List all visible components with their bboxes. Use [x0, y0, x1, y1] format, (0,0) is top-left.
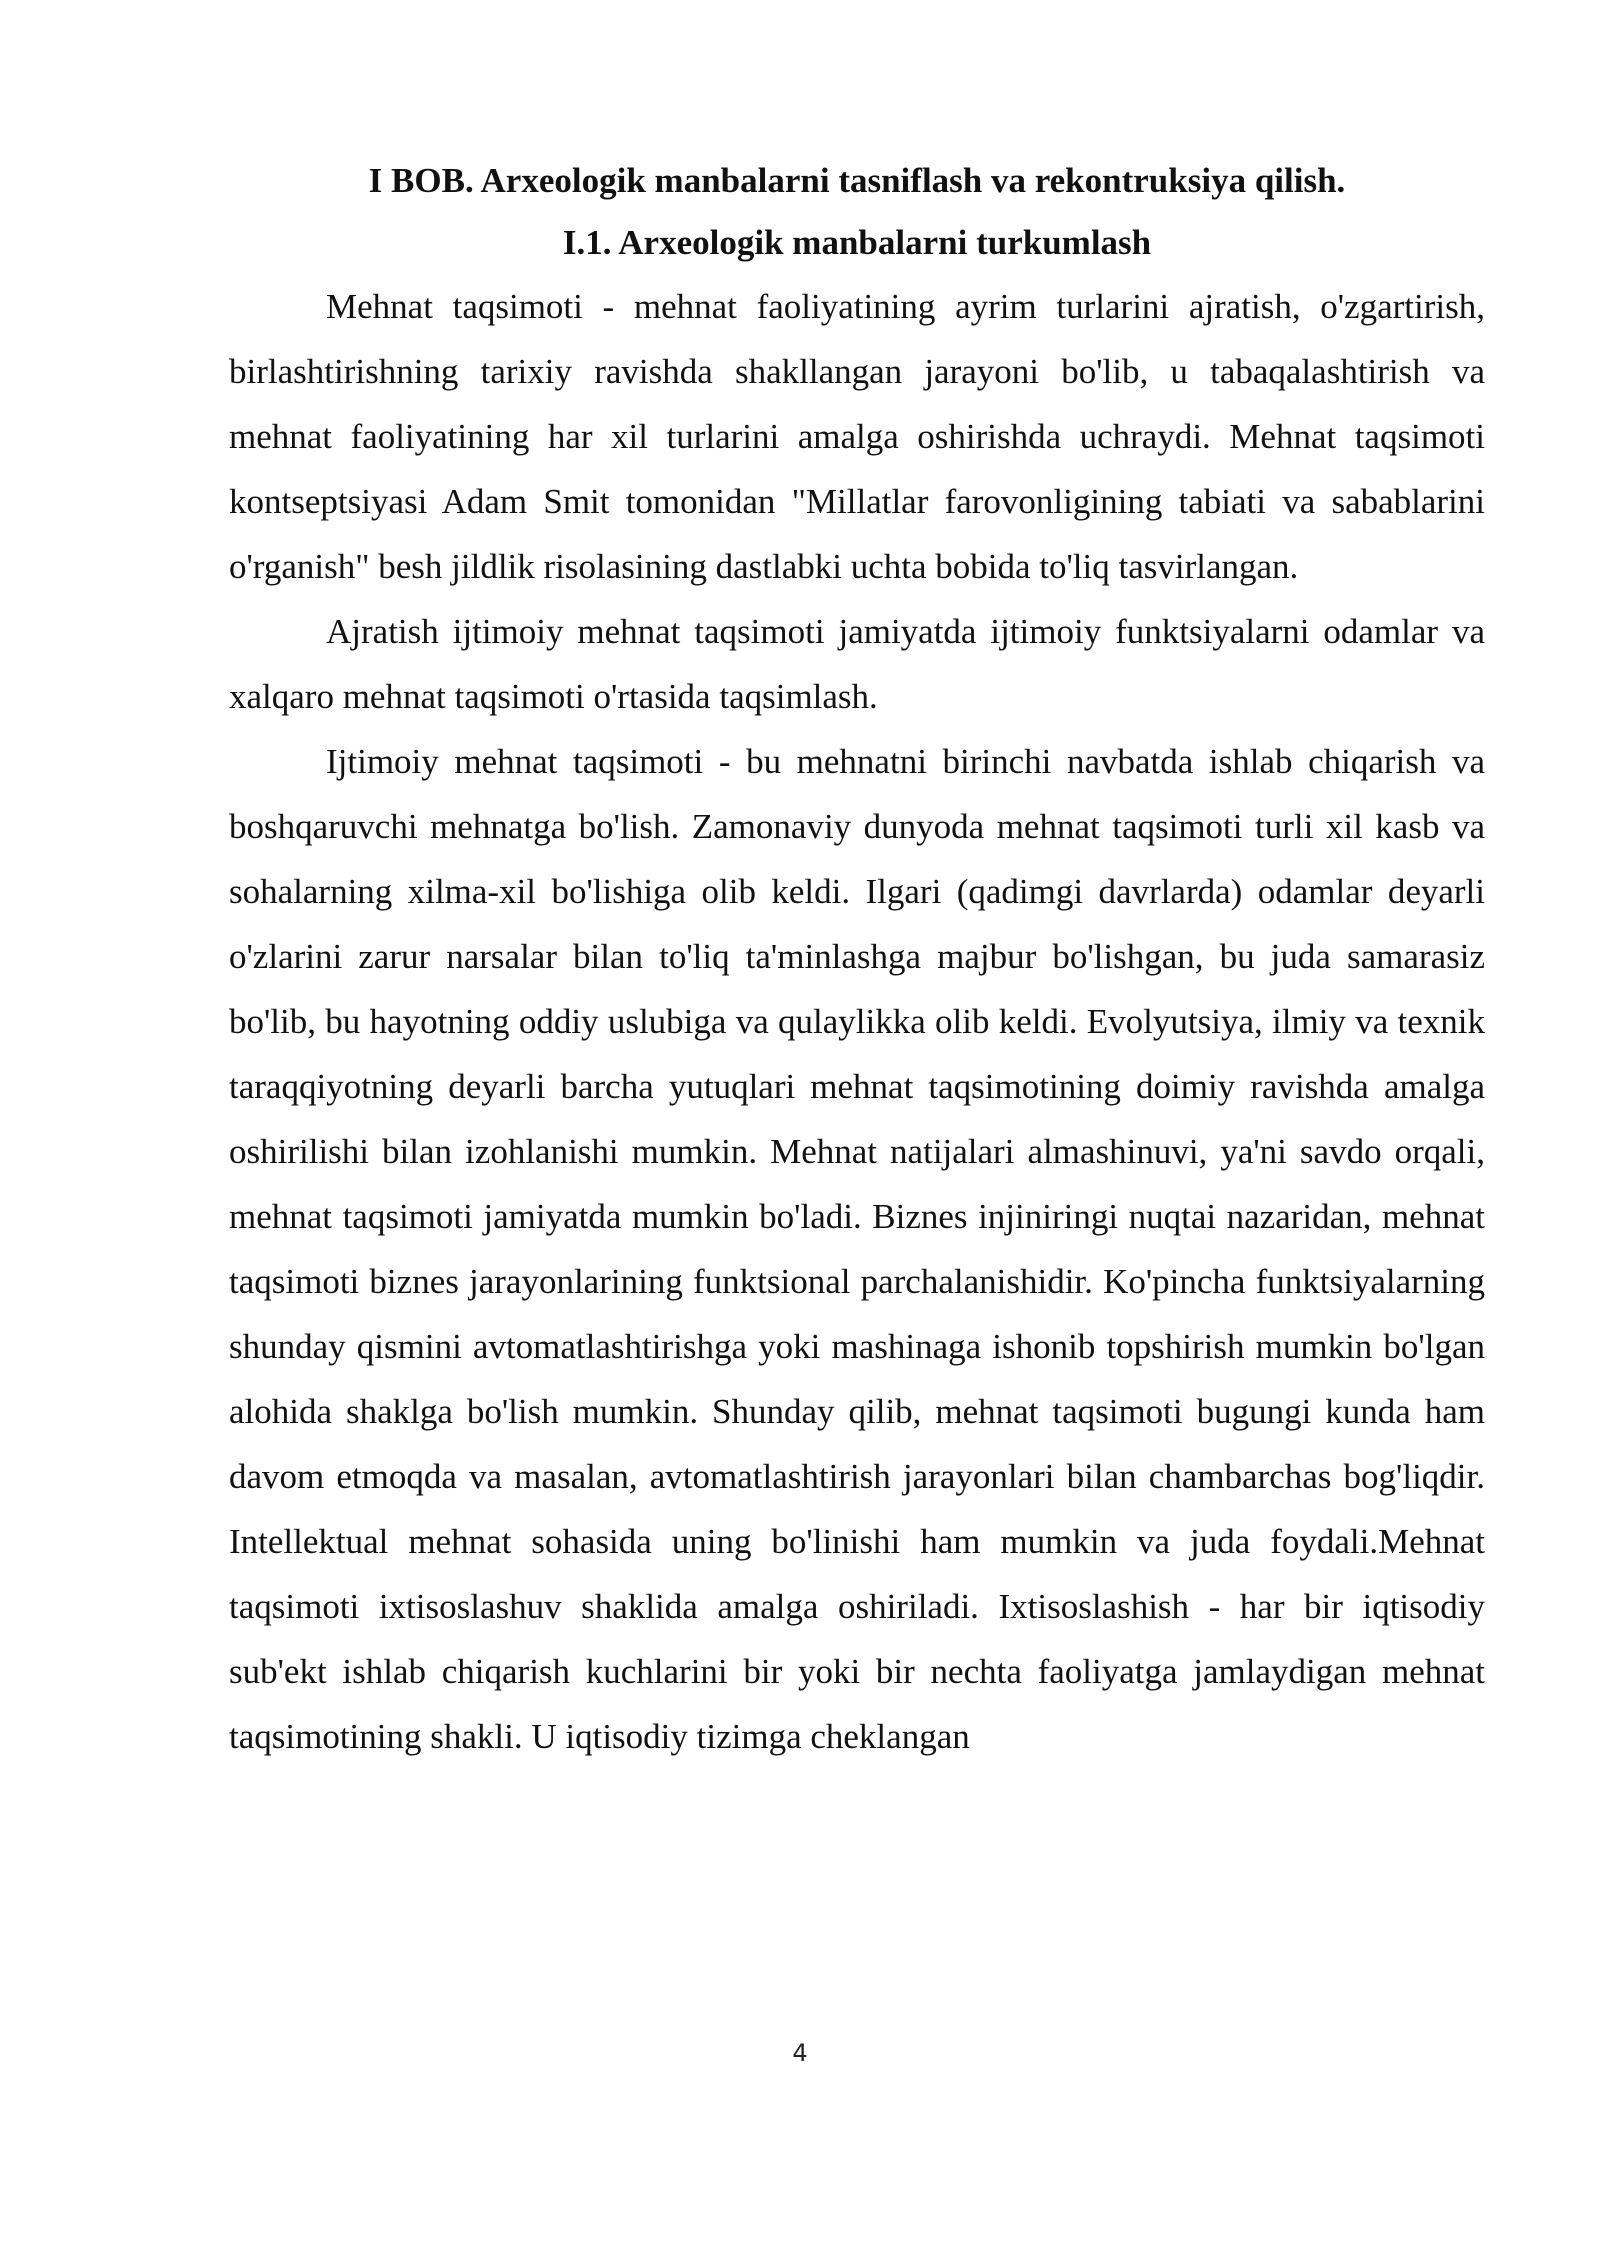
- page-content: [229, 150, 1485, 1769]
- paragraph: Ijtimoiy mehnat taqsimoti - bu mehnatni birinchi navbatda ishlab chiqarish va boshqaruvchi mehnatga bo'lish. Zamonaviy dunyoda mehnat taqsimoti turli xil kasb va sohalarning xilma-xil bo'lishiga olib keldi. Ilgari (qadimgi davrlarda) odamlar deyarli o'zlarini zarur narsalar bilan to'liq ta'minlashga majbur bo'lishgan, bu juda samarasiz bo'lib, bu hayotning oddiy uslubiga va qulaylikka olib keldi. Evolyutsiya, ilmiy va texnik taraqqiyotning deyarli barcha yutuqlari mehnat taqsimotining doimiy ravishda amalga oshirilishi bilan izohlanishi mumkin. Mehnat natijalari almashinuvi, ya'ni savdo orqali, mehnat taqsimoti jamiyatda mumkin bo'ladi. Biznes injiniringi nuqtai nazaridan, mehnat taqsimoti biznes jarayonlarining funktsional parchalanishidir. Ko'pincha funktsiyalarning shunday qismini avtomatlashtirishga yoki mashinaga ishonib topshirish mumkin bo'lgan alohida shaklga bo'lish mumkin. Shunday qilib, mehnat taqsimoti bugungi kunda ham davom etmoqda va masalan, avtomatlashtirish jarayonlari bilan chambarchas bog'liqdir. Intellektual mehnat sohasida uning bo'linishi ham mumkin va juda foydali.Mehnat taqsimoti ixtisoslashuv shaklida amalga oshiriladi. Ixtisoslashish - har bir iqtisodiy sub'ekt ishlab chiqarish kuchlarini bir yoki bir nechta faoliyatga jamlaydigan mehnat taqsimotining shakli. U iqtisodiy tizimga cheklangan: [229, 742, 1485, 1756]
- chapter-title: I BOB. Arxeologik manbalarni tasniflash va rekontruksiya qilish.: [368, 161, 1346, 200]
- section-title: I.1. Arxeologik manbalarni turkumlash: [562, 223, 1152, 262]
- page-number: 4: [792, 2039, 808, 2067]
- paragraph: Ajratish ijtimoiy mehnat taqsimoti jamiyatda ijtimoiy funktsiyalarni odamlar va xalqaro mehnat taqsimoti o'rtasida taqsimlash.: [229, 612, 1485, 716]
- paragraph: Mehnat taqsimoti - mehnat faoliyatining ayrim turlarini ajratish, o'zgartirish, birlashtirishning tarixiy ravishda shakllangan jarayoni bo'lib, u tabaqalashtirish va mehnat faoliyatining har xil turlarini amalga oshirishda uchraydi. Mehnat taqsimoti kontseptsiyasi Adam Smit tomonidan "Millatlar farovonligining tabiati va sabablarini o'rganish" besh jildlik risolasining dastlabki uchta bobida to'liq tasvirlangan.: [229, 287, 1485, 586]
